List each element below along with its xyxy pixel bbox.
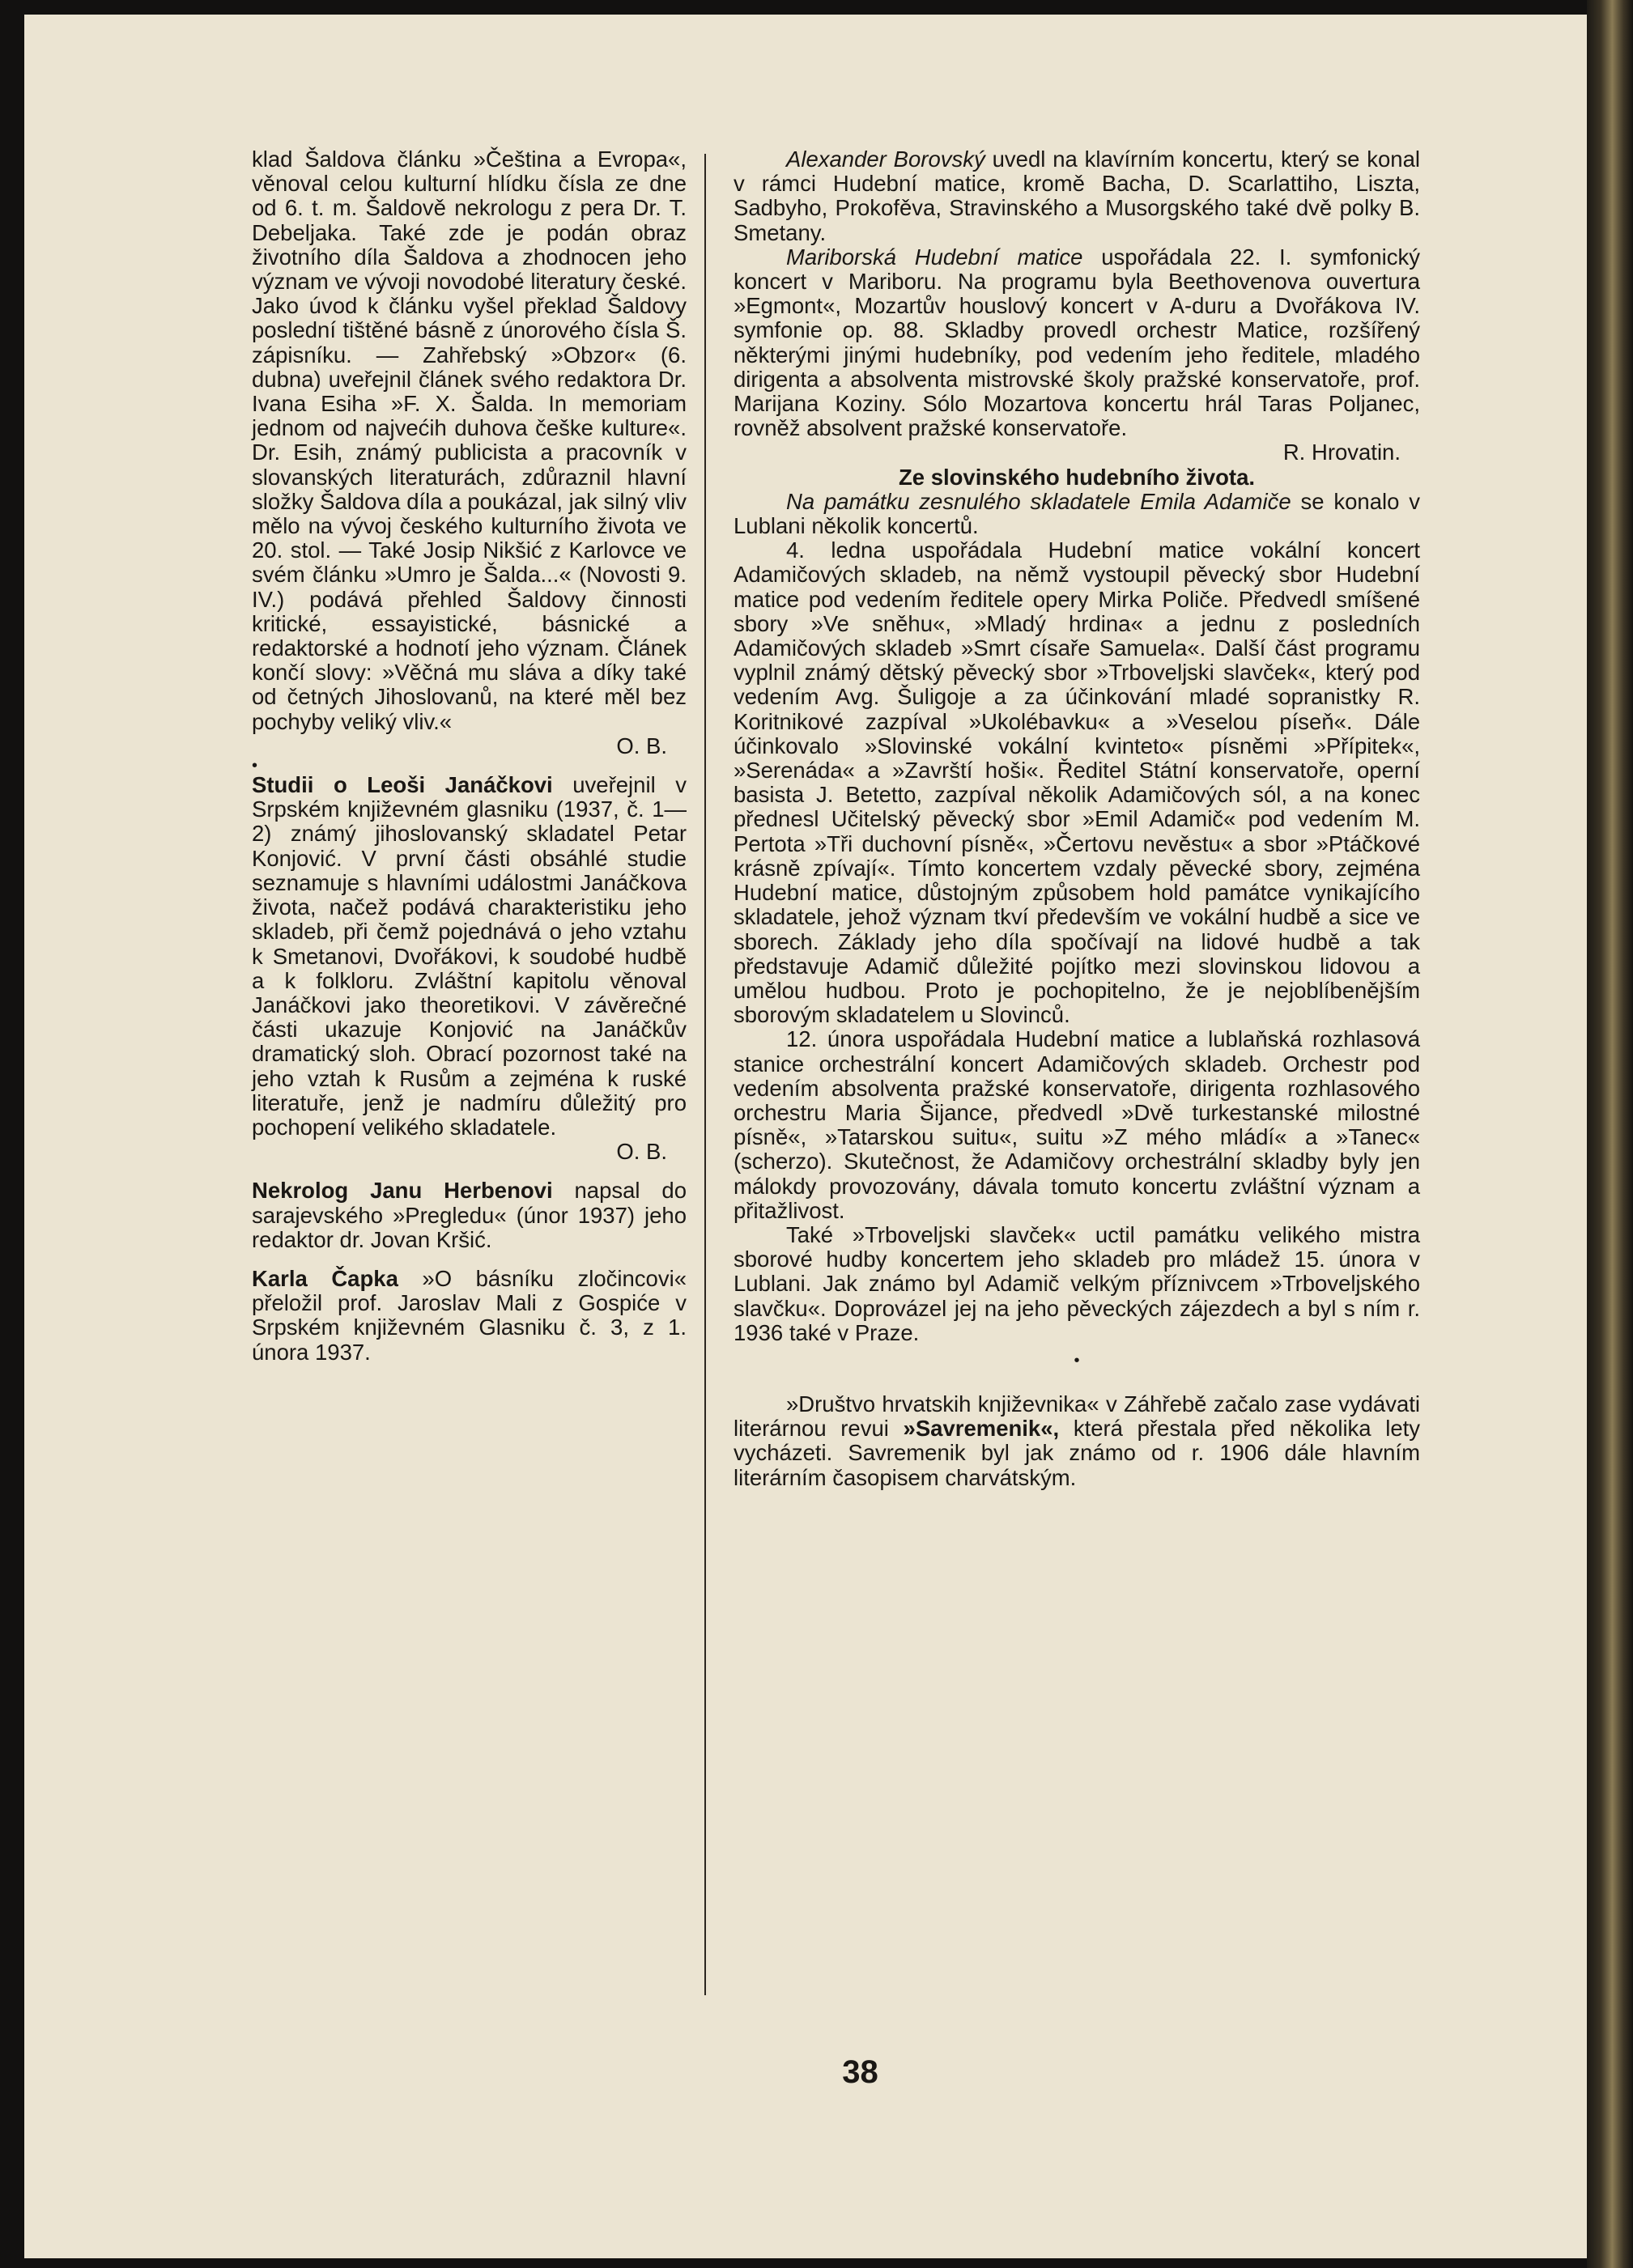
- right-body-1: uvedl na klavírním koncertu, který se konal v rámci Hudební matice, kromě Bacha, D. Scarlattiho, Liszta, Sadbyho, Prokofěva, Stravinského a Musorgského také dvě polky B. Smetany.: [734, 147, 1421, 245]
- section-heading: Ze slovinského hudebního života.: [898, 464, 1256, 490]
- right-paragraph-4: 4. ledna uspořádala Hudební matice vokální koncert Adamičových skladeb, na němž vystoupil pěvecký sbor Hudební matice pod vedením ředitele opery Mirka Poliče. Předvedl smíšené sbory »Ve sněhu«, »Mladý hrdina« a jednu z posledních Adamičových skladeb »Smrt císaře Samuela«. Další část programu vyplnil známý dětský pěvecký sbor »Trboveljski slavček«, který pod vedením Avg. Šuligoje a za účinkování mladé sopranistky R. Koritnikové zazpíval »Ukolébavku« a »Veselou píseň«. Dále účinkovalo »Slovinské vokální kvinteto« písněmi »Přípitek«, »Serenáda« a »Završtí hoši«. Ředitel Státní konservatoře, operní basista J. Betetto, zazpíval několik Adamičových sól, a na konec přednesl Učitelský pěvecký sbor »Emil Adamič« pod vedením M. Pertota »Tři duchovní písně«, »Čertovu nevěstu« a sbor »Ptáčkové krásně zpívají«. Tímto koncertem vzdaly pěvecké sbory, zejména Hudební matice, důstojným způsobem hold památce vynikajícího skladatele, jehož význam tkví především ve vokální hudbě a sice ve sborech. Základy jeho díla spočívají na lidové hudbě a tak představuje Adamič důležité pojítko mezi slovinskou lidovou a umělou hudbou. Proto je pochopitelno, že je nejoblíbenějším sborovým skladatelem u Slovinců.: [734, 537, 1420, 1028]
- right-body-7b: která přestala před několika lety vycházeti. Savremenik byl jak známo od r. 1906 dále hlavním literárním časopisem charvátským.: [734, 1416, 1421, 1490]
- right-body-3: se konalo v Lublani několik koncertů.: [734, 488, 1420, 539]
- right-paragraph-2: [734, 245, 1420, 441]
- left-paragraph-2: [252, 773, 687, 1140]
- right-paragraph-7: [734, 1392, 1420, 1490]
- book-spine: [1587, 0, 1633, 2268]
- right-column: [734, 147, 1420, 1490]
- right-italic-2: Mariborská Hudební matice: [786, 244, 1083, 270]
- left-column: [252, 147, 687, 1365]
- left-signature-1: O. B.: [616, 733, 667, 758]
- left-lead-2: Studii o Leoši Janáčkovi: [252, 772, 553, 798]
- right-paragraph-5: 12. února uspořádala Hudební matice a lublaňská rozhlasová stanice orchestrální koncert Adamičových skladeb. Orchestr pod vedením absolventa pražské konservatoře, dirigenta rozhlasového orchestru Maria Šijance, předvedl »Dvě turkestanské milostné písně«, »Tatarskou suitu«, suitu »Z mého mládí« a »Tanec« (scherzo). Skutečnost, že Adamičovy orchestrální skladby byly jen málokdy provozovány, dávala tomuto koncertu zvláštní význam a přitažlivost.: [734, 1026, 1420, 1223]
- right-italic-1: Alexander Borovský: [786, 147, 985, 172]
- right-body-7: »Društvo hrvatskih književnika« v Záhřebě začalo zase vydávati literárnou revui: [734, 1391, 1420, 1442]
- right-bold-7: »Savremenik«,: [903, 1416, 1060, 1442]
- right-paragraph-3: [734, 490, 1420, 538]
- left-lead-4: Karla Čapka: [252, 1265, 398, 1291]
- bullet-icon: •: [252, 757, 258, 775]
- right-body-2: uspořádala 22. I. symfonický koncert v Mariboru. Na programu byla Beethovenova ouvertura »Egmont«, Mozartův houslový koncert v A-duru a Dvořákova IV. symfonie op. 88. Skladby provedl orchestr Matice, rozšířený některými jinými hudebníky, pod vedením jeho ředitele, mladého dirigenta a absolventa mistrovské školy pražské konservatoře, prof. Marijana Koziny. Sólo Mozartova koncertu hrál Taras Poljanec, rovněž absolvent pražské konservatoře.: [734, 244, 1420, 441]
- left-paragraph-1: klad Šaldova článku »Čeština a Evropa«, věnoval celou kulturní hlídku čísla ze dne od 6. t. m. Šaldově nekrologu z pera Dr. T. Debeljaka. Také zde je podán obraz životního díla Šaldova a zhodnocen jeho význam ve vývoji novodobé literatury české. Jako úvod k článku vyšel překlad Šaldovy poslední tištěné básně z únorového čísla Š. zápisníku. — Zahřebský »Obzor« (6. dubna) uveřejnil článek svého redaktora Dr. Ivana Esiha »F. X. Šalda. In memoriam jednom od najvećih duhova češke kulture«. Dr. Esih, známý publicista a pracovník v slovanských literaturách, zdůraznil hlavní složky Šaldova díla a poukázal, jak silný vliv mělo na vývoj českého kulturního života ve 20. stol. — Také Josip Nikšić z Karlovce ve svém článku »Umro je Šalda...« (Novosti 9. IV.) podává přehled Šaldovy činnosti kritické, essayistické, básnické a redaktorské a hodnotí jeho význam. Článek končí slovy: »Věčná mu sláva a díky také od četných Jihoslovanů, na které měl bez pochyby veliký vliv.«: [252, 147, 687, 734]
- right-signature-2: R. Hrovatin.: [1282, 440, 1401, 465]
- left-body-2: uveřejnil v Srpském književném glasniku (1937, č. 1—2) známý jihoslovanský skladatel Petar Konjović. V první části obsáhlé studie seznamuje s hlavními událostmi Janáčkova života, načež podává charakteristiku jeho skladeb, při čemž pojednává o jeho vztahu k Smetanovi, Dvořákovi, k soudobé hudbě a k folkloru. Zvláštní kapitolu věnoval Janáčkovi jako theoretikovi. V závěrečné části ukazuje Konjović na Janáčkův dramatický sloh. Obrací pozornost také na jeho vztah k Rusům a zejména k ruské literatuře, jenž je nadmíru důležitý pro pochopení velikého skladatele.: [252, 772, 687, 1140]
- left-paragraph-3: [252, 1179, 687, 1252]
- page-number: 38: [842, 2054, 878, 2090]
- column-divider: [704, 154, 706, 1995]
- right-italic-3: Na památku zesnulého skladatele Emila Adamiče: [786, 488, 1291, 514]
- left-signature-2: O. B.: [616, 1139, 667, 1165]
- bullet-icon: •: [1074, 1351, 1080, 1370]
- left-lead-3: Nekrolog Janu Herbenovi: [252, 1178, 553, 1204]
- left-body-4: »O básníku zločincovi« přeložil prof. Jaroslav Mali z Gospiće v Srpském književném Glasniku č. 3, z 1. února 1937.: [252, 1265, 687, 1365]
- right-paragraph-1: [734, 147, 1420, 245]
- right-paragraph-6: Také »Trboveljski slavček« uctil památku velikého mistra sborové hudby koncertem jeho skladeb pro mládež 15. února v Lublani. Jak známo byl Adamič velkým příznivcem »Trboveljského slavčku«. Doprovázel jej na jeho pěveckých zájezdech a byl s ním r. 1936 také v Praze.: [734, 1221, 1420, 1345]
- left-paragraph-4: [252, 1267, 687, 1365]
- left-body-3: napsal do sarajevského »Pregledu« (únor 1937) jeho redaktor dr. Jovan Kršić.: [252, 1178, 687, 1252]
